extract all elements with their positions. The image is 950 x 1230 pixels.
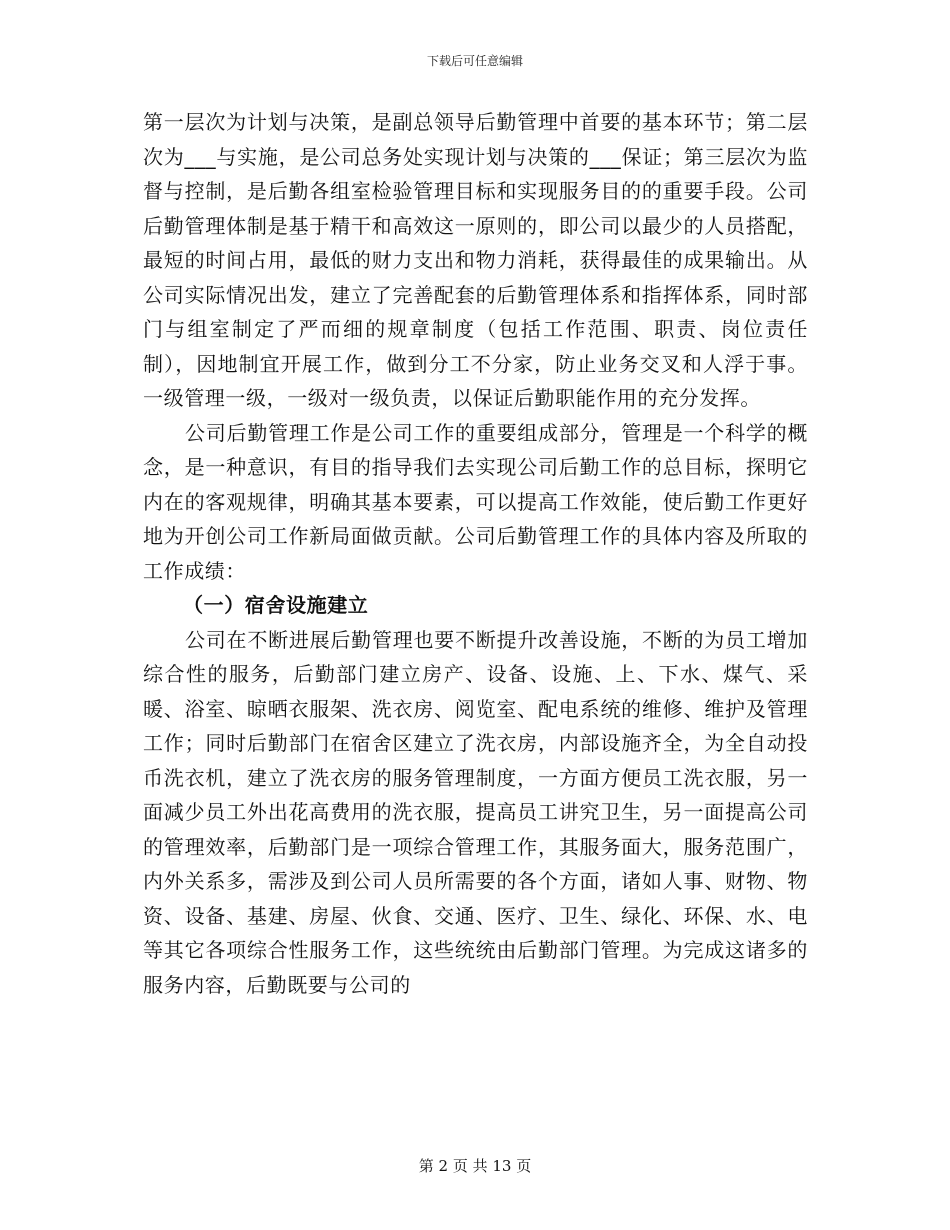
paragraph-2: 公司后勤管理工作是公司工作的重要组成部分，管理是一个科学的概念，是一种意识，有目的指导我们去实现公司后勤工作的总目标，探明它内在的客观规律，明确其基本要素，可以提高工作效能，使后勤工作更好地为开创公司工作新局面做贡献。公司后勤管理工作的具体内容及所取的工作成绩： (143, 420, 808, 583)
page-number: 第 2 页 共 13 页 (418, 1157, 532, 1175)
paragraph-1: 第一层次为计划与决策，是副总领导后勤管理中首要的基本环节；第二层次为___与实施，是公司总务处实现计划与决策的___保证；第三层次为监督与控制，是后勤各组室检验管理目标和实现服务目的的重要手段。公司后勤管理体制是基于精干和高效这一原则的，即公司以最少的人员搭配，最短的时间占用，最低的财力支出和物力消耗，获得最佳的成果输出。从公司实际情况出发，建立了完善配套的后勤管理体系和指挥体系，同时部门与组室制定了严而细的规章制度（包括工作范围、职责、岗位责任制），因地制宜开展工作，做到分工不分家，防止业务交叉和人浮于事。一级管理一级，一级对一级负责，以保证后勤职能作用的充分发挥。 (143, 110, 808, 410)
header-note: 下载后可任意编辑 (426, 54, 523, 68)
document-body (143, 105, 808, 1002)
paragraph-3: 公司在不断进展后勤管理也要不断提升改善设施，不断的为员工增加综合性的服务，后勤部门建立房产、设备、设施、上、下水、煤气、采暖、浴室、晾晒衣服架、洗衣房、阅览室、配电系统的维修、维护及管理工作；同时后勤部门在宿舍区建立了洗衣房，内部设施齐全，为全自动投币洗衣机，建立了洗衣房的服务管理制度，一方面方便员工洗衣服，另一面减少员工外出花高费用的洗衣服，提高员工讲究卫生，另一面提高公司的管理效率，后勤部门是一项综合管理工作，其服务面大，服务范围广，内外关系多，需涉及到公司人员所需要的各个方面，诸如人事、财物、物资、设备、基建、房屋、伙食、交通、医疗、卫生、绿化、环保、水、电等其它各项综合性服务工作，这些统统由后勤部门管理。为完成这诸多的服务内容，后勤既要与公司的 (143, 627, 808, 997)
section-heading: （一）宿舍设施建立 (183, 593, 369, 617)
